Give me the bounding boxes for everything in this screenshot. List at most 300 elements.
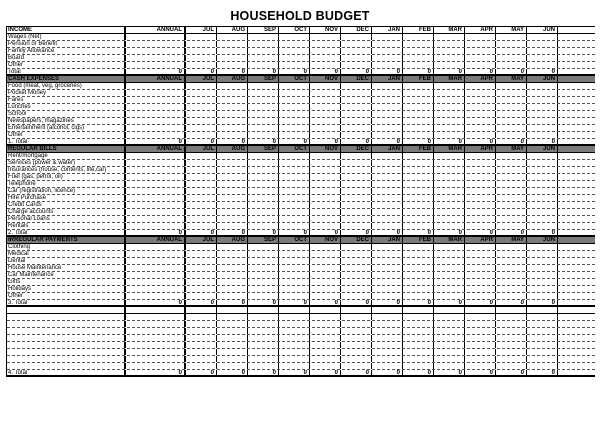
input-cell[interactable]	[434, 216, 465, 222]
input-cell[interactable]	[341, 55, 372, 61]
input-cell[interactable]	[186, 279, 217, 285]
input-cell[interactable]	[403, 90, 434, 96]
input-cell[interactable]	[496, 321, 527, 327]
input-cell[interactable]	[248, 216, 279, 222]
input-cell[interactable]	[403, 356, 434, 362]
input-cell[interactable]	[341, 83, 372, 89]
input-cell[interactable]	[527, 97, 558, 103]
input-cell[interactable]	[186, 349, 217, 355]
input-cell[interactable]	[527, 188, 558, 194]
input-cell[interactable]	[279, 209, 310, 215]
input-cell[interactable]	[248, 321, 279, 327]
input-cell[interactable]	[217, 83, 248, 89]
input-cell[interactable]	[434, 335, 465, 341]
input-cell[interactable]	[186, 174, 217, 180]
input-cell[interactable]	[465, 342, 496, 348]
input-cell[interactable]	[186, 216, 217, 222]
input-cell[interactable]	[496, 167, 527, 173]
input-cell[interactable]	[341, 167, 372, 173]
input-cell[interactable]	[279, 111, 310, 117]
input-cell[interactable]	[186, 321, 217, 327]
input-cell[interactable]	[217, 293, 248, 299]
input-cell[interactable]	[341, 293, 372, 299]
input-cell[interactable]	[434, 90, 465, 96]
input-cell[interactable]	[186, 41, 217, 47]
input-cell[interactable]	[465, 153, 496, 159]
input-cell[interactable]	[126, 328, 186, 334]
input-cell[interactable]	[496, 90, 527, 96]
input-cell[interactable]	[403, 125, 434, 131]
input-cell[interactable]	[465, 90, 496, 96]
input-cell[interactable]	[403, 83, 434, 89]
input-cell[interactable]	[465, 34, 496, 40]
input-cell[interactable]	[434, 181, 465, 187]
input-cell[interactable]	[372, 328, 403, 334]
input-cell[interactable]	[310, 209, 341, 215]
input-cell[interactable]	[496, 118, 527, 124]
input-cell[interactable]	[527, 62, 558, 68]
input-cell[interactable]	[465, 55, 496, 61]
input-cell[interactable]	[403, 216, 434, 222]
input-cell[interactable]	[372, 90, 403, 96]
input-cell[interactable]	[496, 125, 527, 131]
input-cell[interactable]	[403, 202, 434, 208]
input-cell[interactable]	[126, 188, 186, 194]
input-cell[interactable]	[403, 335, 434, 341]
input-cell[interactable]	[248, 118, 279, 124]
input-cell[interactable]	[217, 153, 248, 159]
input-cell[interactable]	[434, 167, 465, 173]
input-cell[interactable]	[186, 181, 217, 187]
input-cell[interactable]	[310, 160, 341, 166]
input-cell[interactable]	[403, 62, 434, 68]
input-cell[interactable]	[527, 125, 558, 131]
input-cell[interactable]	[279, 195, 310, 201]
input-cell[interactable]	[217, 209, 248, 215]
input-cell[interactable]	[248, 202, 279, 208]
input-cell[interactable]	[217, 223, 248, 229]
input-cell[interactable]	[527, 48, 558, 54]
input-cell[interactable]	[403, 244, 434, 250]
input-cell[interactable]	[465, 125, 496, 131]
input-cell[interactable]	[527, 216, 558, 222]
input-cell[interactable]	[217, 90, 248, 96]
input-cell[interactable]	[341, 48, 372, 54]
input-cell[interactable]	[434, 55, 465, 61]
input-cell[interactable]	[372, 48, 403, 54]
input-cell[interactable]	[527, 244, 558, 250]
input-cell[interactable]	[341, 342, 372, 348]
input-cell[interactable]	[279, 97, 310, 103]
input-cell[interactable]	[527, 223, 558, 229]
input-cell[interactable]	[217, 118, 248, 124]
input-cell[interactable]	[434, 83, 465, 89]
input-cell[interactable]	[341, 125, 372, 131]
input-cell[interactable]	[527, 167, 558, 173]
input-cell[interactable]	[496, 62, 527, 68]
input-cell[interactable]	[403, 286, 434, 292]
input-cell[interactable]	[126, 293, 186, 299]
input-cell[interactable]	[341, 335, 372, 341]
input-cell[interactable]	[279, 167, 310, 173]
input-cell[interactable]	[217, 356, 248, 362]
input-cell[interactable]	[248, 328, 279, 334]
input-cell[interactable]	[372, 34, 403, 40]
input-cell[interactable]	[310, 48, 341, 54]
input-cell[interactable]	[279, 251, 310, 257]
input-cell[interactable]	[434, 104, 465, 110]
input-cell[interactable]	[434, 251, 465, 257]
input-cell[interactable]	[217, 181, 248, 187]
input-cell[interactable]	[279, 132, 310, 138]
input-cell[interactable]	[372, 314, 403, 320]
input-cell[interactable]	[434, 97, 465, 103]
input-cell[interactable]	[126, 83, 186, 89]
input-cell[interactable]	[341, 265, 372, 271]
input-cell[interactable]	[465, 244, 496, 250]
input-cell[interactable]	[217, 41, 248, 47]
input-cell[interactable]	[434, 258, 465, 264]
input-cell[interactable]	[403, 153, 434, 159]
input-cell[interactable]	[310, 34, 341, 40]
input-cell[interactable]	[527, 293, 558, 299]
input-cell[interactable]	[310, 104, 341, 110]
input-cell[interactable]	[341, 321, 372, 327]
input-cell[interactable]	[310, 321, 341, 327]
input-cell[interactable]	[527, 314, 558, 320]
input-cell[interactable]	[126, 90, 186, 96]
input-cell[interactable]	[465, 167, 496, 173]
input-cell[interactable]	[217, 132, 248, 138]
input-cell[interactable]	[126, 251, 186, 257]
input-cell[interactable]	[434, 34, 465, 40]
input-cell[interactable]	[341, 279, 372, 285]
input-cell[interactable]	[496, 97, 527, 103]
input-cell[interactable]	[341, 195, 372, 201]
input-cell[interactable]	[341, 356, 372, 362]
input-cell[interactable]	[527, 349, 558, 355]
input-cell[interactable]	[126, 209, 186, 215]
input-cell[interactable]	[527, 335, 558, 341]
input-cell[interactable]	[341, 181, 372, 187]
input-cell[interactable]	[496, 244, 527, 250]
input-cell[interactable]	[372, 209, 403, 215]
input-cell[interactable]	[403, 118, 434, 124]
input-cell[interactable]	[465, 258, 496, 264]
input-cell[interactable]	[310, 223, 341, 229]
input-cell[interactable]	[279, 335, 310, 341]
input-cell[interactable]	[186, 62, 217, 68]
input-cell[interactable]	[310, 195, 341, 201]
input-cell[interactable]	[186, 272, 217, 278]
input-cell[interactable]	[372, 356, 403, 362]
input-cell[interactable]	[465, 265, 496, 271]
input-cell[interactable]	[527, 132, 558, 138]
input-cell[interactable]	[248, 160, 279, 166]
input-cell[interactable]	[186, 223, 217, 229]
input-cell[interactable]	[248, 188, 279, 194]
input-cell[interactable]	[217, 286, 248, 292]
input-cell[interactable]	[434, 272, 465, 278]
input-cell[interactable]	[465, 97, 496, 103]
input-cell[interactable]	[372, 335, 403, 341]
input-cell[interactable]	[372, 181, 403, 187]
input-cell[interactable]	[186, 125, 217, 131]
input-cell[interactable]	[403, 251, 434, 257]
input-cell[interactable]	[372, 342, 403, 348]
input-cell[interactable]	[126, 125, 186, 131]
input-cell[interactable]	[310, 188, 341, 194]
input-cell[interactable]	[465, 251, 496, 257]
input-cell[interactable]	[186, 244, 217, 250]
input-cell[interactable]	[403, 272, 434, 278]
input-cell[interactable]	[372, 167, 403, 173]
input-cell[interactable]	[496, 286, 527, 292]
input-cell[interactable]	[126, 195, 186, 201]
input-cell[interactable]	[496, 153, 527, 159]
input-cell[interactable]	[372, 55, 403, 61]
input-cell[interactable]	[527, 83, 558, 89]
input-cell[interactable]	[279, 321, 310, 327]
input-cell[interactable]	[403, 188, 434, 194]
input-cell[interactable]	[496, 132, 527, 138]
input-cell[interactable]	[527, 111, 558, 117]
input-cell[interactable]	[341, 34, 372, 40]
input-cell[interactable]	[527, 279, 558, 285]
input-cell[interactable]	[310, 363, 341, 369]
input-cell[interactable]	[403, 258, 434, 264]
input-cell[interactable]	[126, 167, 186, 173]
input-cell[interactable]	[465, 321, 496, 327]
input-cell[interactable]	[217, 202, 248, 208]
input-cell[interactable]	[279, 286, 310, 292]
input-cell[interactable]	[186, 314, 217, 320]
input-cell[interactable]	[279, 272, 310, 278]
input-cell[interactable]	[126, 202, 186, 208]
input-cell[interactable]	[434, 321, 465, 327]
input-cell[interactable]	[496, 181, 527, 187]
input-cell[interactable]	[217, 265, 248, 271]
input-cell[interactable]	[126, 349, 186, 355]
input-cell[interactable]	[341, 104, 372, 110]
input-cell[interactable]	[527, 342, 558, 348]
input-cell[interactable]	[310, 83, 341, 89]
input-cell[interactable]	[434, 265, 465, 271]
input-cell[interactable]	[341, 153, 372, 159]
input-cell[interactable]	[248, 97, 279, 103]
input-cell[interactable]	[372, 258, 403, 264]
input-cell[interactable]	[248, 363, 279, 369]
input-cell[interactable]	[403, 195, 434, 201]
input-cell[interactable]	[465, 363, 496, 369]
input-cell[interactable]	[279, 48, 310, 54]
input-cell[interactable]	[310, 335, 341, 341]
input-cell[interactable]	[527, 363, 558, 369]
input-cell[interactable]	[372, 188, 403, 194]
input-cell[interactable]	[248, 342, 279, 348]
input-cell[interactable]	[279, 83, 310, 89]
input-cell[interactable]	[126, 181, 186, 187]
input-cell[interactable]	[434, 363, 465, 369]
input-cell[interactable]	[126, 321, 186, 327]
input-cell[interactable]	[372, 195, 403, 201]
input-cell[interactable]	[248, 55, 279, 61]
input-cell[interactable]	[126, 160, 186, 166]
input-cell[interactable]	[186, 48, 217, 54]
input-cell[interactable]	[248, 223, 279, 229]
input-cell[interactable]	[496, 251, 527, 257]
input-cell[interactable]	[279, 160, 310, 166]
input-cell[interactable]	[279, 181, 310, 187]
input-cell[interactable]	[527, 258, 558, 264]
input-cell[interactable]	[434, 174, 465, 180]
input-cell[interactable]	[248, 209, 279, 215]
input-cell[interactable]	[186, 335, 217, 341]
input-cell[interactable]	[341, 62, 372, 68]
input-cell[interactable]	[527, 202, 558, 208]
input-cell[interactable]	[217, 48, 248, 54]
input-cell[interactable]	[248, 314, 279, 320]
input-cell[interactable]	[248, 335, 279, 341]
input-cell[interactable]	[310, 181, 341, 187]
input-cell[interactable]	[186, 363, 217, 369]
input-cell[interactable]	[465, 202, 496, 208]
input-cell[interactable]	[341, 97, 372, 103]
input-cell[interactable]	[341, 118, 372, 124]
input-cell[interactable]	[434, 342, 465, 348]
input-cell[interactable]	[279, 174, 310, 180]
input-cell[interactable]	[403, 328, 434, 334]
input-cell[interactable]	[434, 279, 465, 285]
input-cell[interactable]	[403, 223, 434, 229]
input-cell[interactable]	[217, 195, 248, 201]
input-cell[interactable]	[126, 111, 186, 117]
input-cell[interactable]	[310, 111, 341, 117]
input-cell[interactable]	[527, 286, 558, 292]
input-cell[interactable]	[248, 279, 279, 285]
input-cell[interactable]	[465, 209, 496, 215]
input-cell[interactable]	[465, 118, 496, 124]
input-cell[interactable]	[434, 118, 465, 124]
input-cell[interactable]	[248, 258, 279, 264]
input-cell[interactable]	[186, 195, 217, 201]
input-cell[interactable]	[527, 195, 558, 201]
input-cell[interactable]	[496, 41, 527, 47]
input-cell[interactable]	[403, 342, 434, 348]
input-cell[interactable]	[126, 356, 186, 362]
input-cell[interactable]	[279, 279, 310, 285]
input-cell[interactable]	[372, 62, 403, 68]
input-cell[interactable]	[341, 202, 372, 208]
input-cell[interactable]	[527, 181, 558, 187]
input-cell[interactable]	[496, 209, 527, 215]
input-cell[interactable]	[403, 293, 434, 299]
input-cell[interactable]	[217, 174, 248, 180]
input-cell[interactable]	[465, 104, 496, 110]
input-cell[interactable]	[434, 41, 465, 47]
input-cell[interactable]	[372, 97, 403, 103]
input-cell[interactable]	[496, 356, 527, 362]
input-cell[interactable]	[126, 363, 186, 369]
input-cell[interactable]	[496, 160, 527, 166]
input-cell[interactable]	[372, 202, 403, 208]
input-cell[interactable]	[279, 104, 310, 110]
input-cell[interactable]	[248, 174, 279, 180]
input-cell[interactable]	[217, 188, 248, 194]
input-cell[interactable]	[248, 111, 279, 117]
input-cell[interactable]	[465, 111, 496, 117]
input-cell[interactable]	[372, 349, 403, 355]
input-cell[interactable]	[186, 188, 217, 194]
input-cell[interactable]	[403, 314, 434, 320]
input-cell[interactable]	[248, 48, 279, 54]
input-cell[interactable]	[279, 118, 310, 124]
input-cell[interactable]	[310, 167, 341, 173]
input-cell[interactable]	[279, 258, 310, 264]
input-cell[interactable]	[341, 258, 372, 264]
input-cell[interactable]	[126, 41, 186, 47]
input-cell[interactable]	[248, 195, 279, 201]
input-cell[interactable]	[403, 34, 434, 40]
input-cell[interactable]	[217, 363, 248, 369]
input-cell[interactable]	[434, 314, 465, 320]
input-cell[interactable]	[341, 174, 372, 180]
input-cell[interactable]	[341, 111, 372, 117]
input-cell[interactable]	[279, 62, 310, 68]
input-cell[interactable]	[126, 62, 186, 68]
input-cell[interactable]	[186, 132, 217, 138]
input-cell[interactable]	[310, 118, 341, 124]
input-cell[interactable]	[372, 125, 403, 131]
input-cell[interactable]	[279, 363, 310, 369]
input-cell[interactable]	[310, 244, 341, 250]
input-cell[interactable]	[434, 349, 465, 355]
input-cell[interactable]	[527, 153, 558, 159]
input-cell[interactable]	[372, 272, 403, 278]
input-cell[interactable]	[217, 321, 248, 327]
input-cell[interactable]	[527, 321, 558, 327]
input-cell[interactable]	[465, 223, 496, 229]
input-cell[interactable]	[279, 55, 310, 61]
input-cell[interactable]	[186, 118, 217, 124]
input-cell[interactable]	[186, 34, 217, 40]
input-cell[interactable]	[310, 251, 341, 257]
input-cell[interactable]	[248, 181, 279, 187]
input-cell[interactable]	[496, 314, 527, 320]
input-cell[interactable]	[126, 132, 186, 138]
input-cell[interactable]	[434, 209, 465, 215]
input-cell[interactable]	[372, 321, 403, 327]
input-cell[interactable]	[186, 90, 217, 96]
input-cell[interactable]	[279, 349, 310, 355]
input-cell[interactable]	[496, 265, 527, 271]
input-cell[interactable]	[186, 167, 217, 173]
input-cell[interactable]	[341, 349, 372, 355]
input-cell[interactable]	[372, 251, 403, 257]
input-cell[interactable]	[496, 349, 527, 355]
input-cell[interactable]	[186, 104, 217, 110]
input-cell[interactable]	[341, 363, 372, 369]
input-cell[interactable]	[310, 314, 341, 320]
input-cell[interactable]	[248, 286, 279, 292]
input-cell[interactable]	[341, 272, 372, 278]
input-cell[interactable]	[126, 55, 186, 61]
input-cell[interactable]	[496, 216, 527, 222]
input-cell[interactable]	[248, 34, 279, 40]
input-cell[interactable]	[310, 356, 341, 362]
input-cell[interactable]	[126, 244, 186, 250]
input-cell[interactable]	[341, 216, 372, 222]
